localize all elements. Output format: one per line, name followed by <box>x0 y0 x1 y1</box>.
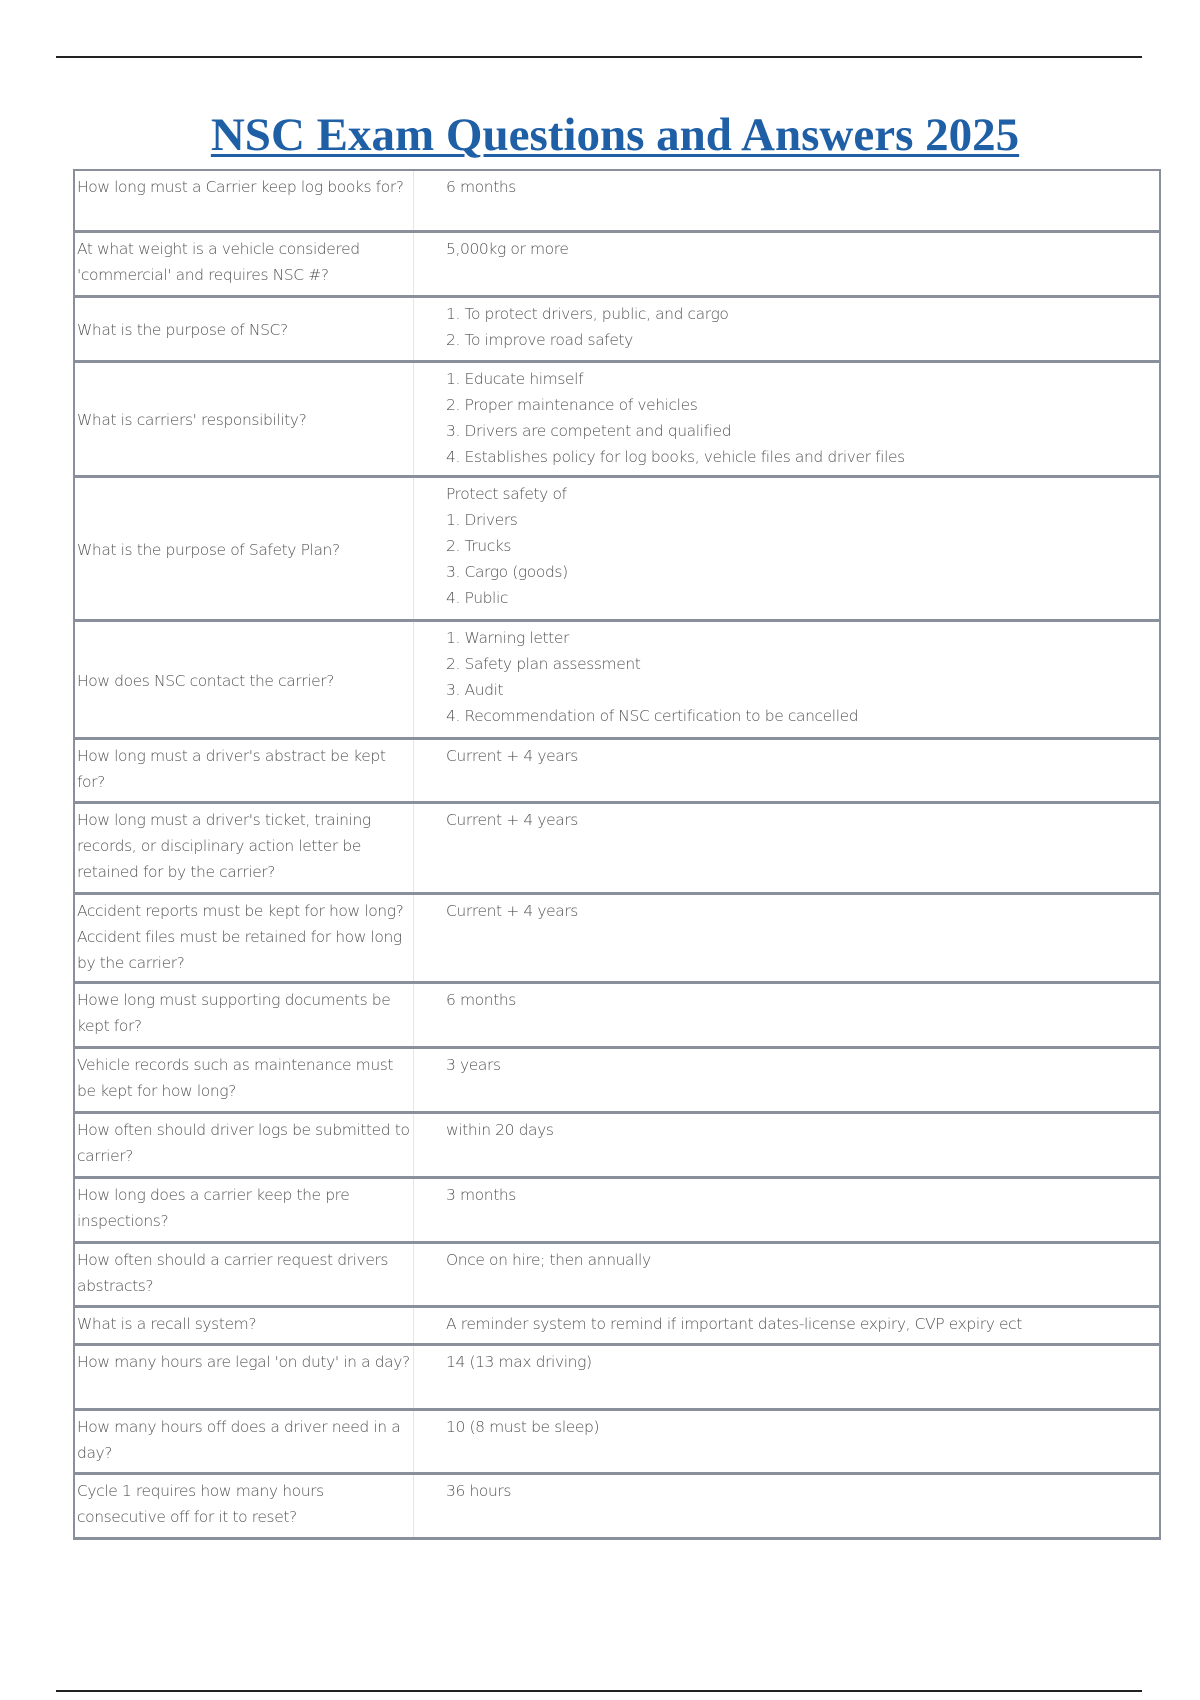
answer-line: 4. Public <box>446 588 508 607</box>
answer-line: 1. Warning letter <box>446 628 569 647</box>
table-row <box>74 170 1160 231</box>
question-cell: How many hours off does a driver need in a day? <box>74 1409 414 1473</box>
answer-line: 3. Drivers are competent and qualified <box>446 421 732 440</box>
page-title: NSC Exam Questions and Answers 2025 <box>210 109 1020 161</box>
answer-cell <box>414 982 1161 1047</box>
answer-line: 3 years <box>446 1055 501 1074</box>
answer-line: 4. Recommendation of NSC certification to be cancelled <box>446 706 859 725</box>
answer-line: 2. Safety plan assessment <box>446 654 641 673</box>
answer-line: 36 hours <box>446 1481 512 1500</box>
bottom-rule <box>56 1690 1142 1692</box>
answer-line: 3 months <box>446 1185 516 1204</box>
answer-cell <box>414 361 1161 476</box>
answer-line: 14 (13 max driving) <box>446 1352 592 1371</box>
table-row <box>74 1344 1160 1409</box>
table-row <box>74 738 1160 802</box>
question-cell: How long does a carrier keep the pre inspections? <box>74 1177 414 1242</box>
table-row <box>74 1409 1160 1473</box>
answer-line: Protect safety of <box>446 484 567 503</box>
question-cell: How long must a driver's abstract be kept for? <box>74 738 414 802</box>
answer-cell <box>414 1112 1161 1177</box>
answer-line: 3. Cargo (goods) <box>446 562 568 581</box>
table-row <box>74 802 1160 893</box>
table-row <box>74 1306 1160 1344</box>
answer-cell <box>414 620 1161 738</box>
answer-line: 4. Establishes policy for log books, vehicle files and driver files <box>446 447 905 466</box>
question-cell: How often should a carrier request drivers abstracts? <box>74 1242 414 1306</box>
question-cell: What is a recall system? <box>74 1306 414 1344</box>
answer-cell <box>414 802 1161 893</box>
table-row <box>74 620 1160 738</box>
answer-cell <box>414 893 1161 982</box>
answer-cell <box>414 476 1161 620</box>
question-cell: How does NSC contact the carrier? <box>74 620 414 738</box>
table-row <box>74 231 1160 296</box>
answer-line: Current + 4 years <box>446 810 578 829</box>
answer-cell <box>414 1242 1161 1306</box>
table-row <box>74 1473 1160 1538</box>
answer-line: 5,000kg or more <box>446 239 569 258</box>
answer-line: 2. To improve road safety <box>446 330 633 349</box>
table-row <box>74 982 1160 1047</box>
answer-cell <box>414 1344 1161 1409</box>
answer-cell <box>414 1473 1161 1538</box>
answer-line: Current + 4 years <box>446 901 578 920</box>
question-cell: Accident reports must be kept for how long? Accident files must be retained for how long by the carrier? <box>74 893 414 982</box>
answer-cell <box>414 738 1161 802</box>
table-row <box>74 1242 1160 1306</box>
table-row <box>74 361 1160 476</box>
question-cell: What is carriers' responsibility? <box>74 361 414 476</box>
table-row <box>74 1177 1160 1242</box>
question-cell: What is the purpose of Safety Plan? <box>74 476 414 620</box>
answer-line: Current + 4 years <box>446 746 578 765</box>
question-cell: How often should driver logs be submitted to carrier? <box>74 1112 414 1177</box>
answer-cell <box>414 1306 1161 1344</box>
answer-line: within 20 days <box>446 1120 554 1139</box>
answer-line: A reminder system to remind if important dates-license expiry, CVP expiry ect <box>446 1314 1022 1333</box>
table-row <box>74 476 1160 620</box>
question-cell: At what weight is a vehicle considered 'commercial' and requires NSC #? <box>74 231 414 296</box>
answer-cell <box>414 170 1161 231</box>
answer-line: 1. Drivers <box>446 510 518 529</box>
answer-cell <box>414 1177 1161 1242</box>
answer-line: Once on hire; then annually <box>446 1250 651 1269</box>
answer-line: 6 months <box>446 178 516 196</box>
answer-line: 2. Proper maintenance of vehicles <box>446 395 698 414</box>
table-row <box>74 1112 1160 1177</box>
question-cell: Howe long must supporting documents be kept for? <box>74 982 414 1047</box>
table-row <box>74 893 1160 982</box>
qa-table <box>73 169 1161 1540</box>
answer-line: 2. Trucks <box>446 536 512 555</box>
answer-cell <box>414 1047 1161 1112</box>
answer-line: 1. Educate himself <box>446 369 584 388</box>
answer-line: 6 months <box>446 990 516 1009</box>
question-cell: What is the purpose of NSC? <box>74 296 414 361</box>
question-cell: Cycle 1 requires how many hours consecutive off for it to reset? <box>74 1473 414 1538</box>
question-cell: Vehicle records such as maintenance must be kept for how long? <box>74 1047 414 1112</box>
question-cell: How long must a Carrier keep log books for? <box>74 170 414 231</box>
question-cell: How long must a driver's ticket, training records, or disciplinary action letter be retained for by the carrier? <box>74 802 414 893</box>
answer-line: 10 (8 must be sleep) <box>446 1417 600 1436</box>
answer-cell <box>414 296 1161 361</box>
answer-cell <box>414 1409 1161 1473</box>
top-rule <box>56 56 1142 58</box>
answer-line: 3. Audit <box>446 680 504 699</box>
answer-line: 1. To protect drivers, public, and cargo <box>446 304 729 323</box>
question-cell: How many hours are legal 'on duty' in a day? <box>74 1344 414 1409</box>
answer-cell <box>414 231 1161 296</box>
table-row <box>74 296 1160 361</box>
table-row <box>74 1047 1160 1112</box>
